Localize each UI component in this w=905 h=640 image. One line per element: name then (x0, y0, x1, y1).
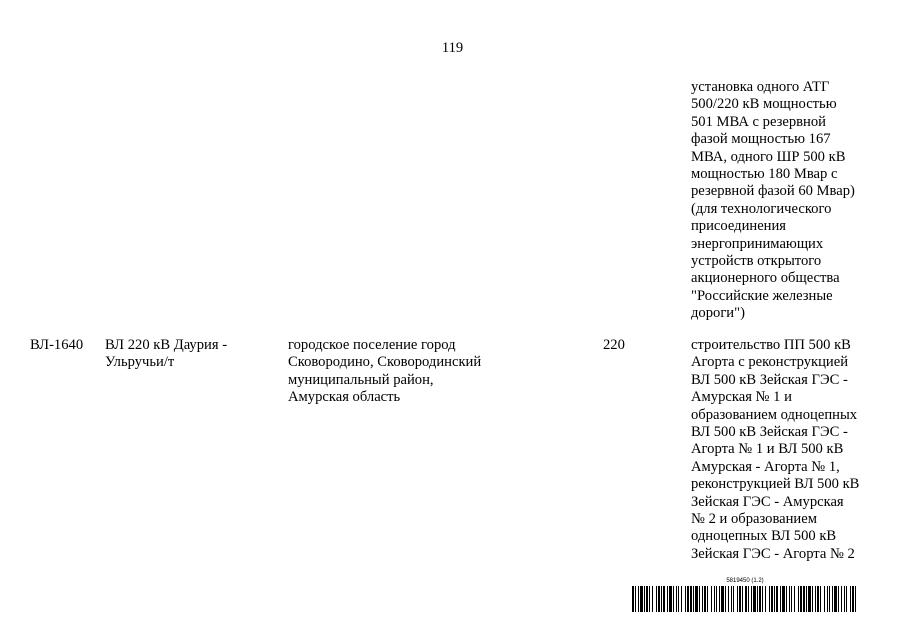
text-line: Амурская - Агорта № 1, (691, 458, 840, 475)
row-code: ВЛ-1640 (30, 337, 84, 353)
text-line: ВЛ 500 кВ Зейская ГЭС - (691, 424, 848, 441)
text-line: Агорта с реконструкцией (691, 354, 849, 371)
text-line: Амурская № 1 и (691, 389, 792, 406)
barcode-icon (632, 586, 858, 612)
text-line: № 2 и образованием (691, 511, 817, 528)
text-line: ВЛ 220 кВ Даурия - (105, 337, 228, 353)
text-line: энергопринимающих (691, 235, 824, 252)
text-line: Зейская ГЭС - Агорта № 2 (691, 545, 855, 562)
text-line: образованием одноцепных (691, 406, 858, 423)
text-line: Ульручьи/т (105, 354, 175, 371)
text-line: присоединения (691, 218, 787, 235)
text-line: строительство ПП 500 кВ (691, 337, 851, 353)
text-line: устройств открытого (691, 253, 822, 270)
text-line: акционерного общества (691, 270, 840, 287)
row-measures (691, 337, 881, 563)
continued-measures-cell (691, 79, 881, 323)
barcode-caption: 5819450 (1.2) (726, 578, 764, 584)
row-voltage: 220 (603, 337, 625, 353)
text-line: 501 МВА с резервной (691, 113, 826, 130)
text-line: одноцепных ВЛ 500 кВ (691, 528, 837, 545)
text-line: 500/220 кВ мощностью (691, 96, 837, 113)
row-location (288, 337, 508, 407)
text-line: Амурская область (288, 389, 401, 406)
text-line: Агорта № 1 и ВЛ 500 кВ (691, 441, 844, 458)
text-line: (для технологического (691, 200, 832, 217)
row-line-name (105, 337, 275, 372)
text-line: установка одного АТГ (691, 79, 830, 95)
text-line: "Российские железные (691, 287, 833, 304)
text-line: фазой мощностью 167 (691, 131, 831, 148)
text-line: ВЛ 500 кВ Зейская ГЭС - (691, 371, 848, 388)
text-line: дороги") (691, 305, 745, 322)
document-barcode (632, 578, 858, 612)
text-line: резервной фазой 60 Мвар) (691, 183, 855, 200)
text-line: МВА, одного ШР 500 кВ (691, 148, 846, 165)
page-number: 119 (441, 40, 464, 56)
text-line: Зейская ГЭС - Амурская (691, 493, 844, 510)
text-line: реконструкцией ВЛ 500 кВ (691, 476, 860, 493)
text-line: городское поселение город (288, 337, 456, 353)
text-line: мощностью 180 Мвар с (691, 166, 838, 183)
text-line: муниципальный район, (288, 371, 434, 388)
text-line: Сковородино, Сковородинский (288, 354, 482, 371)
